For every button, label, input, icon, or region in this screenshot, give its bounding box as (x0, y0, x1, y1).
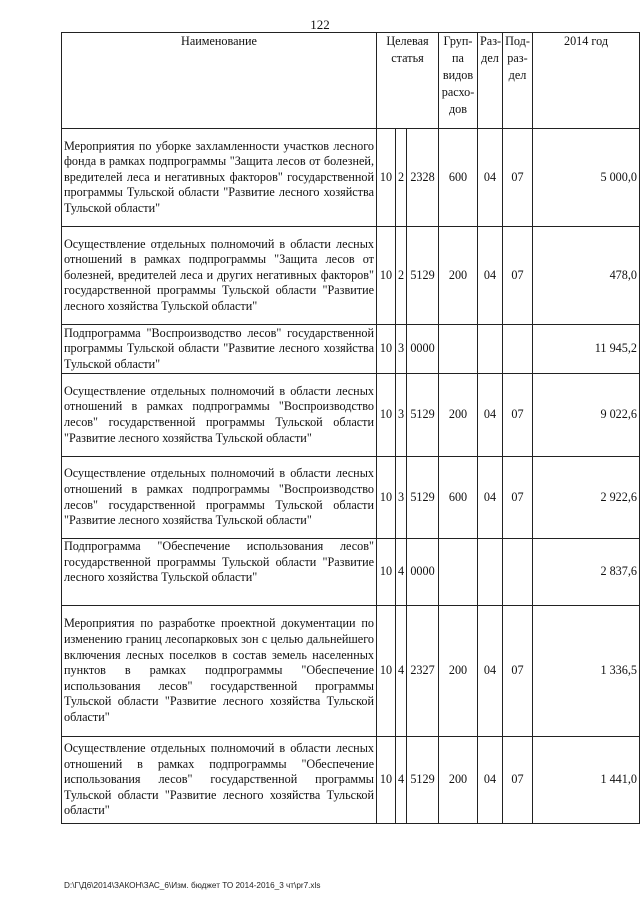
header-target-article: Целевая статья (377, 33, 439, 129)
row-amount: 11 945,2 (533, 325, 640, 374)
table-header-row (62, 33, 640, 129)
table-row (62, 227, 640, 325)
row-section: 04 (478, 457, 503, 539)
row-code-subprogram: 4 (396, 539, 407, 606)
row-code-direction: 5129 (407, 374, 439, 457)
row-amount: 9 022,6 (533, 374, 640, 457)
row-code-subprogram: 2 (396, 129, 407, 227)
row-code-direction: 0000 (407, 325, 439, 374)
header-group: Груп-па видов расхо-дов (439, 33, 478, 129)
row-subsection (503, 325, 533, 374)
budget-table (61, 32, 640, 824)
row-name: Подпрограмма "Воспроизводство лесов" государственной программы Тульской области "Развитие лесного хозяйства Тульской области" (62, 325, 377, 374)
row-code-subprogram: 4 (396, 737, 407, 824)
table-row (62, 737, 640, 824)
row-code-subprogram: 3 (396, 374, 407, 457)
row-amount: 2 837,6 (533, 539, 640, 606)
row-code-program: 10 (377, 227, 396, 325)
row-section: 04 (478, 606, 503, 737)
row-amount: 2 922,6 (533, 457, 640, 539)
row-group: 200 (439, 374, 478, 457)
row-code-subprogram: 3 (396, 457, 407, 539)
table-row (62, 129, 640, 227)
row-group (439, 539, 478, 606)
row-code-direction: 2328 (407, 129, 439, 227)
page-number: 122 (310, 17, 330, 32)
row-group: 600 (439, 457, 478, 539)
table-row (62, 325, 640, 374)
row-subsection: 07 (503, 606, 533, 737)
row-group: 200 (439, 227, 478, 325)
row-code-program: 10 (377, 325, 396, 374)
row-section: 04 (478, 374, 503, 457)
header-year: 2014 год (533, 33, 640, 129)
row-code-direction: 0000 (407, 539, 439, 606)
row-code-direction: 5129 (407, 457, 439, 539)
row-group: 600 (439, 129, 478, 227)
row-code-program: 10 (377, 457, 396, 539)
row-amount: 1 336,5 (533, 606, 640, 737)
row-subsection: 07 (503, 129, 533, 227)
row-code-direction: 2327 (407, 606, 439, 737)
row-amount: 1 441,0 (533, 737, 640, 824)
header-section: Раз-дел (478, 33, 503, 129)
row-group: 200 (439, 737, 478, 824)
row-subsection (503, 539, 533, 606)
row-subsection: 07 (503, 227, 533, 325)
table-row (62, 374, 640, 457)
row-code-subprogram: 2 (396, 227, 407, 325)
header-subsection: Под-раз-дел (503, 33, 533, 129)
row-code-program: 10 (377, 129, 396, 227)
row-name: Осуществление отдельных полномочий в области лесных отношений в рамках подпрограммы "Обеспечение использования лесов" государственной программы Тульской области "Развитие лесного хозяйства Тульской области" (62, 737, 377, 824)
row-code-program: 10 (377, 737, 396, 824)
row-subsection: 07 (503, 457, 533, 539)
row-section: 04 (478, 227, 503, 325)
row-section: 04 (478, 737, 503, 824)
row-code-direction: 5129 (407, 737, 439, 824)
row-group: 200 (439, 606, 478, 737)
row-code-program: 10 (377, 374, 396, 457)
row-subsection: 07 (503, 737, 533, 824)
row-code-subprogram: 4 (396, 606, 407, 737)
row-section (478, 539, 503, 606)
row-code-program: 10 (377, 606, 396, 737)
table-row (62, 539, 640, 606)
header-name: Наименование (62, 33, 377, 129)
row-section (478, 325, 503, 374)
row-code-subprogram: 3 (396, 325, 407, 374)
table-row (62, 457, 640, 539)
row-name: Мероприятия по разработке проектной документации по изменению границ лесопарковых зон с целью дальнейшего включения лесных поселков в состав земель населенных пунктов в рамках подпрограммы "Обеспечение использования лесов" государственной программы Тульской области "Развитие лесного хозяйства Тульской области" (62, 606, 377, 737)
table-row (62, 606, 640, 737)
row-name: Мероприятия по уборке захламленности участков лесного фонда в рамках подпрограммы "Защита лесов от болезней, вредителей леса и негативных факторов" государственной программы Тульской области "Развитие лесного хозяйства Тульской области" (62, 129, 377, 227)
row-group (439, 325, 478, 374)
row-amount: 5 000,0 (533, 129, 640, 227)
row-code-program: 10 (377, 539, 396, 606)
file-path-footer: D:\Г\Д6\2014\ЗАКОН\ЗАС_6\Изм. бюджет ТО 2014-2016_3 чт\pr7.xls (64, 881, 321, 890)
row-amount: 478,0 (533, 227, 640, 325)
row-name: Подпрограмма "Обеспечение использования лесов" государственной программы Тульской области "Развитие лесного хозяйства Тульской области" (62, 539, 377, 606)
row-subsection: 07 (503, 374, 533, 457)
row-section: 04 (478, 129, 503, 227)
row-name: Осуществление отдельных полномочий в области лесных отношений в рамках подпрограммы "Воспроизводство лесов" государственной программы Тульской области "Развитие лесного хозяйства Тульской области" (62, 457, 377, 539)
row-name: Осуществление отдельных полномочий в области лесных отношений в рамках подпрограммы "Защита лесов от болезней, вредителей леса и других негативных факторов" государственной программы Тульской области "Развитие лесного хозяйства Тульской области" (62, 227, 377, 325)
row-code-direction: 5129 (407, 227, 439, 325)
row-name: Осуществление отдельных полномочий в области лесных отношений в рамках подпрограммы "Воспроизводство лесов" государственной программы Тульской области "Развитие лесного хозяйства Тульской области" (62, 374, 377, 457)
